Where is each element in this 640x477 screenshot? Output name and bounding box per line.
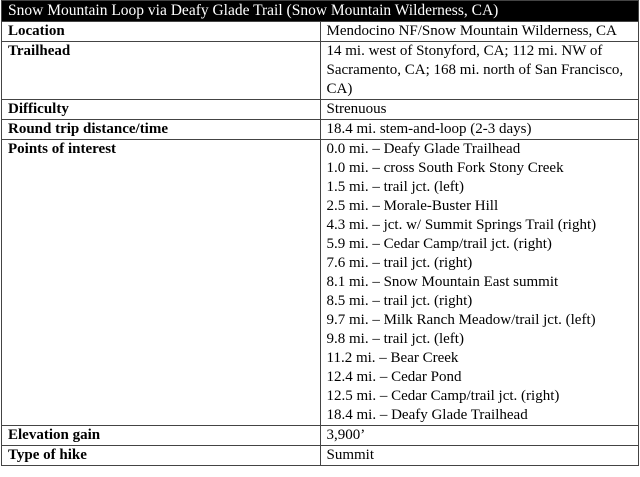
list-item: 8.1 mi. – Snow Mountain East summit [326,274,559,290]
list-item: 8.5 mi. – trail jct. (right) [326,293,473,309]
row-label: Trailhead [2,42,321,100]
list-item: 4.3 mi. – jct. w/ Summit Springs Trail (right) [326,217,597,233]
table-row-distance-time [2,120,639,140]
list-item: 18.4 mi. – Deafy Glade Trailhead [326,407,528,423]
list-item: 5.9 mi. – Cedar Camp/trail jct. (right) [326,236,552,252]
poi-list [320,140,639,426]
row-label: Difficulty [2,100,321,120]
row-value: 14 mi. west of Stonyford, CA; 112 mi. NW of Sacramento, CA; 168 mi. north of San Francisco, CA) [320,42,639,100]
hike-info-table [1,0,639,466]
title-row [2,1,639,22]
list-item: 9.7 mi. – Milk Ranch Meadow/trail jct. (left) [326,312,596,328]
list-item: 7.6 mi. – trail jct. (right) [326,255,473,271]
list-item: 1.5 mi. – trail jct. (left) [326,179,464,195]
row-label: Type of hike [2,446,321,466]
table-row-points-of-interest [2,140,639,426]
table-row-elevation-gain [2,426,639,446]
row-label: Round trip distance/time [2,120,321,140]
row-value: Summit [320,446,639,466]
row-label: Location [2,22,321,42]
list-item: 12.4 mi. – Cedar Pond [326,369,462,385]
list-item: 2.5 mi. – Morale-Buster Hill [326,198,499,214]
row-label: Elevation gain [2,426,321,446]
list-item: 12.5 mi. – Cedar Camp/trail jct. (right) [326,388,560,404]
row-label: Points of interest [2,140,321,426]
row-value: Strenuous [320,100,639,120]
list-item: 9.8 mi. – trail jct. (left) [326,331,464,347]
list-item: 1.0 mi. – cross South Fork Stony Creek [326,160,564,176]
row-value: 18.4 mi. stem-and-loop (2-3 days) [320,120,639,140]
table-row-difficulty [2,100,639,120]
table-row-type-of-hike [2,446,639,466]
table-row-location [2,22,639,42]
row-value: 3,900’ [320,426,639,446]
row-value: Mendocino NF/Snow Mountain Wilderness, CA [320,22,639,42]
list-item: 11.2 mi. – Bear Creek [326,350,459,366]
table-row-trailhead [2,42,639,100]
table-title: Snow Mountain Loop via Deafy Glade Trail (Snow Mountain Wilderness, CA) [2,1,639,22]
list-item: 0.0 mi. – Deafy Glade Trailhead [326,141,521,157]
